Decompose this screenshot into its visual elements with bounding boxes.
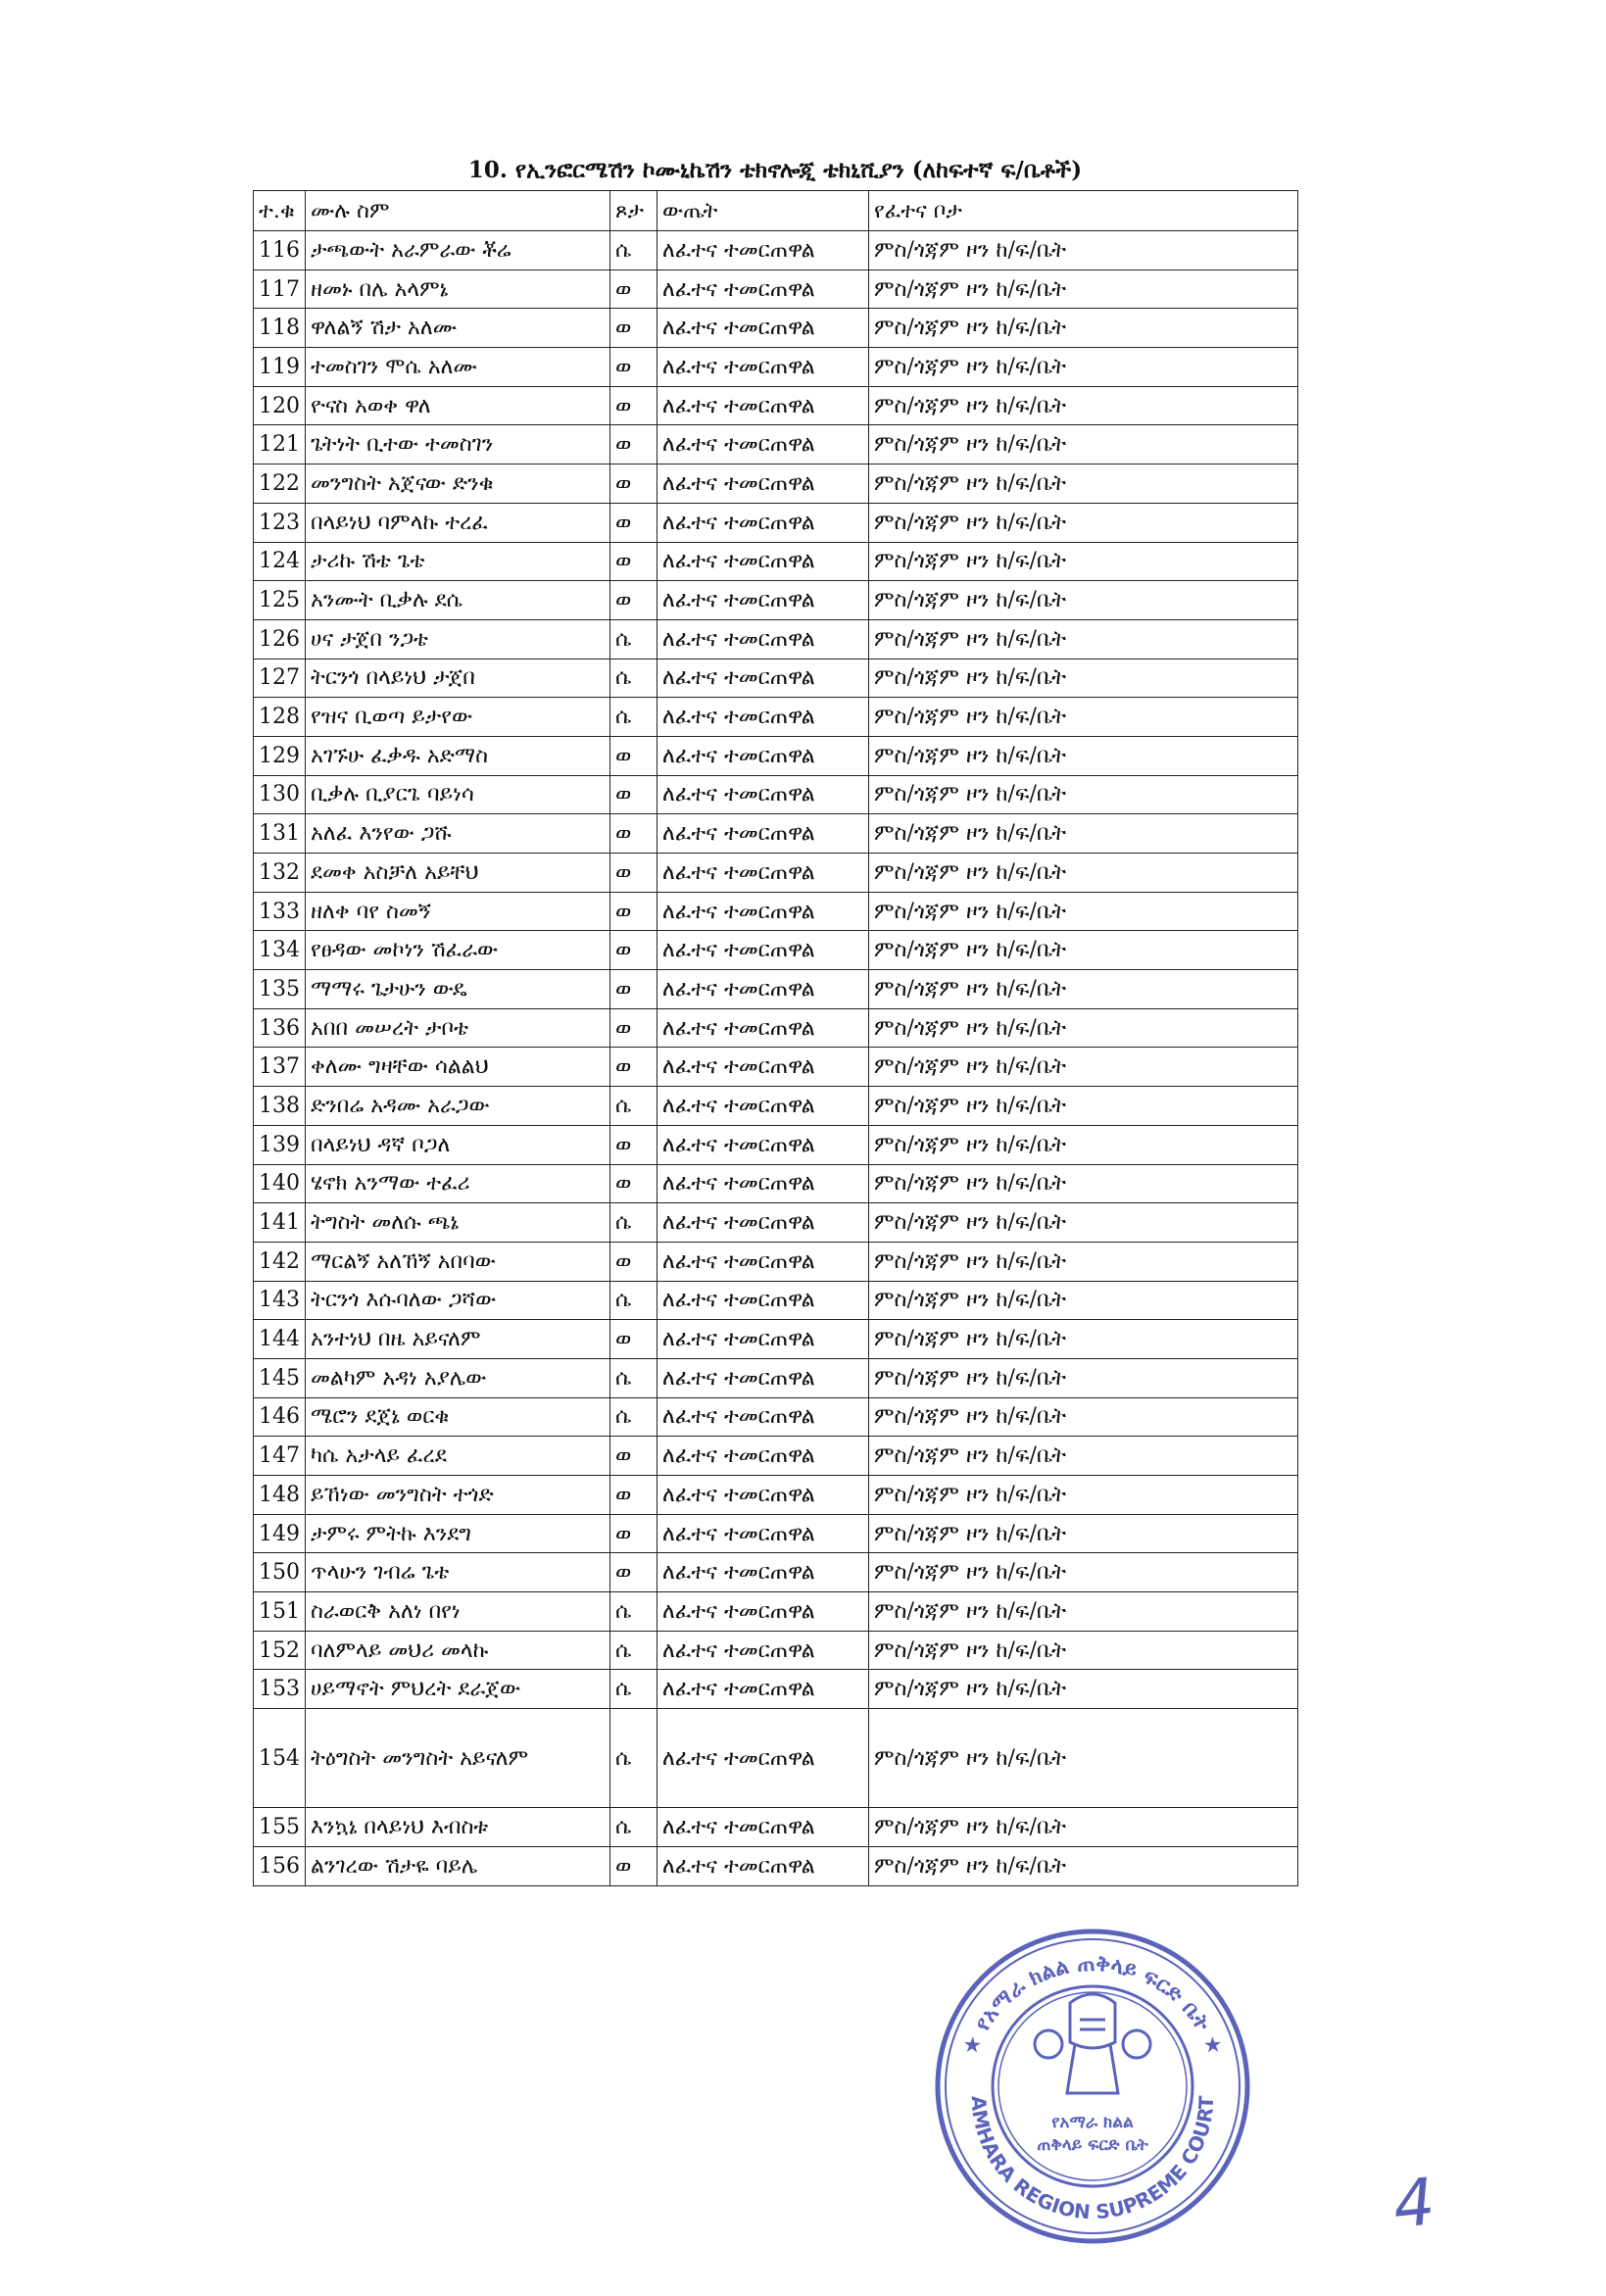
cell-sex: ወ (610, 386, 657, 425)
table-row (254, 1476, 1298, 1515)
cell-result: ለፈተና ተመርጠዋል (657, 814, 869, 854)
cell-full-name: ዮናስ አወቀ ዋለ (306, 386, 610, 425)
table-row (254, 1125, 1298, 1164)
cell-exam-place: ምስ/ጎጃም ዞን ከ/ፍ/ቤት (869, 1514, 1298, 1553)
cell-number: 123 (254, 503, 306, 542)
cell-number: 122 (254, 464, 306, 504)
cell-sex: ወ (610, 269, 657, 309)
cell-exam-place: ምስ/ጎጃም ዞን ከ/ፍ/ቤት (869, 464, 1298, 504)
cell-number: 146 (254, 1397, 306, 1437)
cell-result: ለፈተና ተመርጠዋል (657, 425, 869, 464)
cell-exam-place: ምስ/ጎጃም ዞን ከ/ፍ/ቤት (869, 1048, 1298, 1087)
cell-number: 156 (254, 1846, 306, 1885)
cell-number: 147 (254, 1437, 306, 1476)
table-row (254, 1553, 1298, 1592)
cell-exam-place: ምስ/ጎጃም ዞን ከ/ፍ/ቤት (869, 348, 1298, 387)
cell-exam-place: ምስ/ጎጃም ዞን ከ/ፍ/ቤት (869, 1670, 1298, 1709)
seal-outer-text-amharic: ★ የአማራ ክልል ጠቅላይ ፍርድ ቤት ★ (957, 1951, 1228, 2060)
cell-sex: ሴ (610, 1281, 657, 1320)
cell-number: 135 (254, 970, 306, 1009)
cell-number: 143 (254, 1281, 306, 1320)
table-row (254, 1670, 1298, 1709)
cell-number: 134 (254, 931, 306, 970)
cell-sex: ወ (610, 970, 657, 1009)
cell-exam-place: ምስ/ጎጃም ዞን ከ/ፍ/ቤት (869, 698, 1298, 737)
table-row (254, 892, 1298, 931)
cell-number: 119 (254, 348, 306, 387)
cell-result: ለፈተና ተመርጠዋል (657, 892, 869, 931)
cell-exam-place: ምስ/ጎጃም ዞን ከ/ፍ/ቤት (869, 1631, 1298, 1670)
cell-exam-place: ምስ/ጎጃም ዞን ከ/ፍ/ቤት (869, 1125, 1298, 1164)
cell-sex: ወ (610, 1125, 657, 1164)
candidate-table (253, 190, 1298, 1886)
document-title: 10. የኢንፎርሜሽን ኮሙኒኬሽን ቴክኖሎጂ ቴክኒሺያን (ለከፍተኛ ፍ/ቤቶች) (467, 157, 1083, 183)
cell-full-name: ትርንጎ በላይነህ ታጀበ (306, 659, 610, 698)
cell-sex: ሴ (610, 1203, 657, 1243)
cell-result: ለፈተና ተመርጠዋል (657, 736, 869, 775)
cell-sex: ወ (610, 1846, 657, 1885)
cell-sex: ወ (610, 1164, 657, 1203)
cell-exam-place: ምስ/ጎጃም ዞን ከ/ፍ/ቤት (869, 775, 1298, 814)
cell-exam-place: ምስ/ጎጃም ዞን ከ/ፍ/ቤት (869, 1203, 1298, 1243)
cell-exam-place: ምስ/ጎጃም ዞን ከ/ፍ/ቤት (869, 231, 1298, 270)
cell-result: ለፈተና ተመርጠዋል (657, 1048, 869, 1087)
cell-exam-place: ምስ/ጎጃም ዞን ከ/ፍ/ቤት (869, 1476, 1298, 1515)
table-row (254, 425, 1298, 464)
cell-full-name: ቢቃሉ ቢያርጌ ባይነሳ (306, 775, 610, 814)
cell-exam-place: ምስ/ጎጃም ዞን ከ/ፍ/ቤት (869, 659, 1298, 698)
cell-sex: ወ (610, 309, 657, 348)
cell-result: ለፈተና ተመርጠዋል (657, 581, 869, 620)
table-row (254, 1358, 1298, 1397)
cell-number: 133 (254, 892, 306, 931)
cell-number: 149 (254, 1514, 306, 1553)
table-row (254, 970, 1298, 1009)
cell-exam-place: ምስ/ጎጃም ዞን ከ/ፍ/ቤት (869, 1709, 1298, 1808)
table-row (254, 1281, 1298, 1320)
table-row (254, 309, 1298, 348)
cell-number: 154 (254, 1709, 306, 1808)
page-number: 4 (1389, 2164, 1438, 2243)
cell-result: ለፈተና ተመርጠዋል (657, 1670, 869, 1709)
cell-exam-place: ምስ/ጎጃም ዞን ከ/ፍ/ቤት (869, 619, 1298, 659)
cell-result: ለፈተና ተመርጠዋል (657, 1397, 869, 1437)
cell-result: ለፈተና ተመርጠዋል (657, 309, 869, 348)
cell-exam-place: ምስ/ጎጃም ዞን ከ/ፍ/ቤት (869, 1164, 1298, 1203)
table-row (254, 1592, 1298, 1632)
cell-sex: ወ (610, 1476, 657, 1515)
cell-sex: ወ (610, 854, 657, 893)
seal-outer-text-english: AMHARA REGION SUPREME COURT (966, 2095, 1219, 2224)
cell-number: 120 (254, 386, 306, 425)
table-row (254, 503, 1298, 542)
cell-full-name: እንኳኔ በላይነህ እብስቱ (306, 1808, 610, 1847)
cell-number: 126 (254, 619, 306, 659)
cell-result: ለፈተና ተመርጠዋል (657, 1125, 869, 1164)
table-row (254, 931, 1298, 970)
table-row (254, 619, 1298, 659)
header-full-name: ሙሉ ስም (306, 191, 610, 231)
cell-number: 136 (254, 1008, 306, 1048)
table-row (254, 386, 1298, 425)
cell-sex: ሴ (610, 1358, 657, 1397)
cell-number: 153 (254, 1670, 306, 1709)
cell-result: ለፈተና ተመርጠዋል (657, 1808, 869, 1847)
table-body (254, 231, 1298, 1886)
cell-full-name: ትግስት መለሱ ጫኔ (306, 1203, 610, 1243)
cell-result: ለፈተና ተመርጠዋል (657, 619, 869, 659)
cell-sex: ሴ (610, 619, 657, 659)
cell-number: 129 (254, 736, 306, 775)
header-sex: ጾታ (610, 191, 657, 231)
cell-result: ለፈተና ተመርጠዋል (657, 1281, 869, 1320)
cell-number: 127 (254, 659, 306, 698)
cell-number: 117 (254, 269, 306, 309)
cell-number: 121 (254, 425, 306, 464)
cell-exam-place: ምስ/ጎጃም ዞን ከ/ፍ/ቤት (869, 581, 1298, 620)
cell-full-name: ቀለሙ ግዛቸው ሳልልህ (306, 1048, 610, 1087)
table-row (254, 1808, 1298, 1847)
cell-number: 144 (254, 1320, 306, 1359)
cell-full-name: ስራወርቅ አለነ በየነ (306, 1592, 610, 1632)
cell-number: 131 (254, 814, 306, 854)
cell-full-name: ትርንጎ እሱባለው ጋሻው (306, 1281, 610, 1320)
cell-sex: ወ (610, 892, 657, 931)
cell-sex: ወ (610, 1553, 657, 1592)
cell-result: ለፈተና ተመርጠዋል (657, 1242, 869, 1281)
cell-sex: ወ (610, 736, 657, 775)
table-row (254, 1709, 1298, 1808)
cell-result: ለፈተና ተመርጠዋል (657, 1358, 869, 1397)
cell-result: ለፈተና ተመርጠዋል (657, 1087, 869, 1126)
cell-result: ለፈተና ተመርጠዋል (657, 698, 869, 737)
cell-full-name: አንሙት ቢቃሉ ደሴ (306, 581, 610, 620)
cell-exam-place: ምስ/ጎጃም ዞን ከ/ፍ/ቤት (869, 542, 1298, 581)
cell-result: ለፈተና ተመርጠዋል (657, 542, 869, 581)
table-row (254, 698, 1298, 737)
cell-sex: ወ (610, 775, 657, 814)
table-row (254, 1203, 1298, 1243)
supreme-court-seal (933, 1927, 1252, 2246)
table-row (254, 775, 1298, 814)
cell-result: ለፈተና ተመርጠዋል (657, 269, 869, 309)
cell-exam-place: ምስ/ጎጃም ዞን ከ/ፍ/ቤት (869, 386, 1298, 425)
cell-number: 155 (254, 1808, 306, 1847)
header-number: ተ.ቁ (254, 191, 306, 231)
cell-full-name: ልንገረው ሽታዬ ባይሌ (306, 1846, 610, 1885)
cell-full-name: ተመስገን ሞሴ አለሙ (306, 348, 610, 387)
cell-result: ለፈተና ተመርጠዋል (657, 931, 869, 970)
cell-result: ለፈተና ተመርጠዋል (657, 503, 869, 542)
cell-exam-place: ምስ/ጎጃም ዞን ከ/ፍ/ቤት (869, 425, 1298, 464)
table-row (254, 659, 1298, 698)
cell-full-name: ትዕግስት መንግስት አይናለም (306, 1709, 610, 1808)
cell-full-name: ጥላሁን ገብሬ ጌቴ (306, 1553, 610, 1592)
seated-figures-emblem-icon (1035, 1994, 1150, 2093)
cell-exam-place: ምስ/ጎጃም ዞን ከ/ፍ/ቤት (869, 1087, 1298, 1126)
cell-result: ለፈተና ተመርጠዋል (657, 854, 869, 893)
cell-result: ለፈተና ተመርጠዋል (657, 1008, 869, 1048)
cell-exam-place: ምስ/ጎጃም ዞን ከ/ፍ/ቤት (869, 1008, 1298, 1048)
cell-exam-place: ምስ/ጎጃም ዞን ከ/ፍ/ቤት (869, 1358, 1298, 1397)
cell-number: 145 (254, 1358, 306, 1397)
table-row (254, 464, 1298, 504)
seal-inner-text-line2: ጠቅላይ ፍርድ ቤት (1037, 2135, 1148, 2155)
cell-sex: ወ (610, 581, 657, 620)
cell-result: ለፈተና ተመርጠዋል (657, 1514, 869, 1553)
cell-number: 130 (254, 775, 306, 814)
cell-number: 150 (254, 1553, 306, 1592)
cell-full-name: ጌትነት ቢተው ተመስገን (306, 425, 610, 464)
cell-sex: ሴ (610, 659, 657, 698)
cell-exam-place: ምስ/ጎጃም ዞን ከ/ፍ/ቤት (869, 269, 1298, 309)
cell-sex: ወ (610, 1437, 657, 1476)
cell-result: ለፈተና ተመርጠዋል (657, 1203, 869, 1243)
cell-number: 142 (254, 1242, 306, 1281)
cell-result: ለፈተና ተመርጠዋል (657, 1320, 869, 1359)
table-header-row (254, 191, 1298, 231)
cell-exam-place: ምስ/ጎጃም ዞን ከ/ፍ/ቤት (869, 503, 1298, 542)
cell-exam-place: ምስ/ጎጃም ዞን ከ/ፍ/ቤት (869, 814, 1298, 854)
cell-result: ለፈተና ተመርጠዋል (657, 1592, 869, 1632)
cell-result: ለፈተና ተመርጠዋል (657, 348, 869, 387)
cell-sex: ሴ (610, 698, 657, 737)
cell-full-name: መልካም አዳነ አያሌው (306, 1358, 610, 1397)
cell-full-name: ማማሩ ጌታሁን ውዴ (306, 970, 610, 1009)
cell-number: 132 (254, 854, 306, 893)
cell-result: ለፈተና ተመርጠዋል (657, 1164, 869, 1203)
table-row (254, 736, 1298, 775)
cell-sex: ሴ (610, 1631, 657, 1670)
cell-sex: ወ (610, 1008, 657, 1048)
table-row (254, 1242, 1298, 1281)
cell-full-name: ይኸነው መንግስት ተጎድ (306, 1476, 610, 1515)
table-row (254, 1397, 1298, 1437)
cell-full-name: በላይነህ ዳኛ ቦጋለ (306, 1125, 610, 1164)
cell-result: ለፈተና ተመርጠዋል (657, 970, 869, 1009)
cell-full-name: ካሴ አታላይ ፈረደ (306, 1437, 610, 1476)
cell-result: ለፈተና ተመርጠዋል (657, 1631, 869, 1670)
table-row (254, 1164, 1298, 1203)
cell-sex: ወ (610, 348, 657, 387)
cell-result: ለፈተና ተመርጠዋል (657, 775, 869, 814)
table-row (254, 1008, 1298, 1048)
cell-number: 125 (254, 581, 306, 620)
cell-exam-place: ምስ/ጎጃም ዞን ከ/ፍ/ቤት (869, 892, 1298, 931)
table-row (254, 1437, 1298, 1476)
cell-sex: ሴ (610, 1087, 657, 1126)
cell-exam-place: ምስ/ጎጃም ዞን ከ/ፍ/ቤት (869, 1281, 1298, 1320)
cell-exam-place: ምስ/ጎጃም ዞን ከ/ፍ/ቤት (869, 1320, 1298, 1359)
cell-full-name: ድንበሬ አዳሙ አራጋው (306, 1087, 610, 1126)
cell-result: ለፈተና ተመርጠዋል (657, 464, 869, 504)
table-row (254, 814, 1298, 854)
cell-number: 124 (254, 542, 306, 581)
cell-number: 148 (254, 1476, 306, 1515)
cell-sex: ወ (610, 503, 657, 542)
table-row (254, 1087, 1298, 1126)
cell-exam-place: ምስ/ጎጃም ዞን ከ/ፍ/ቤት (869, 1397, 1298, 1437)
cell-full-name: የፀዳው መኮነን ሽፈራው (306, 931, 610, 970)
table-row (254, 581, 1298, 620)
table-row (254, 1048, 1298, 1087)
cell-full-name: ሜሮን ደጀኔ ወርቁ (306, 1397, 610, 1437)
table-row (254, 854, 1298, 893)
cell-full-name: አበበ መሠረት ታቦቴ (306, 1008, 610, 1048)
cell-sex: ወ (610, 1514, 657, 1553)
table-row (254, 1846, 1298, 1885)
cell-full-name: ሄኖክ አንማው ተፈሪ (306, 1164, 610, 1203)
cell-result: ለፈተና ተመርጠዋል (657, 1476, 869, 1515)
cell-sex: ወ (610, 1048, 657, 1087)
cell-exam-place: ምስ/ጎጃም ዞን ከ/ፍ/ቤት (869, 1808, 1298, 1847)
cell-full-name: ዘለቀ ባየ ስመኝ (306, 892, 610, 931)
cell-sex: ወ (610, 542, 657, 581)
cell-exam-place: ምስ/ጎጃም ዞን ከ/ፍ/ቤት (869, 309, 1298, 348)
table-row (254, 348, 1298, 387)
cell-full-name: አለፈ እንየው ጋሹ (306, 814, 610, 854)
cell-result: ለፈተና ተመርጠዋል (657, 1709, 869, 1808)
cell-full-name: የዝና ቢወጣ ይታየው (306, 698, 610, 737)
cell-exam-place: ምስ/ጎጃም ዞን ከ/ፍ/ቤት (869, 1242, 1298, 1281)
cell-sex: ወ (610, 814, 657, 854)
cell-exam-place: ምስ/ጎጃም ዞን ከ/ፍ/ቤት (869, 970, 1298, 1009)
cell-result: ለፈተና ተመርጠዋል (657, 231, 869, 270)
table-row (254, 1320, 1298, 1359)
cell-full-name: ባለምላይ መህሪ መላኩ (306, 1631, 610, 1670)
cell-exam-place: ምስ/ጎጃም ዞን ከ/ፍ/ቤት (869, 1553, 1298, 1592)
cell-number: 152 (254, 1631, 306, 1670)
cell-exam-place: ምስ/ጎጃም ዞን ከ/ፍ/ቤት (869, 736, 1298, 775)
cell-full-name: በላይነህ ባምላኩ ተረፈ (306, 503, 610, 542)
cell-result: ለፈተና ተመርጠዋል (657, 659, 869, 698)
cell-sex: ሴ (610, 1592, 657, 1632)
cell-full-name: መንግስት አጀናው ድንቁ (306, 464, 610, 504)
cell-number: 139 (254, 1125, 306, 1164)
cell-number: 128 (254, 698, 306, 737)
table-row (254, 231, 1298, 270)
cell-sex: ሴ (610, 1397, 657, 1437)
cell-number: 138 (254, 1087, 306, 1126)
cell-full-name: ታምሩ ምትኩ እንደግ (306, 1514, 610, 1553)
cell-exam-place: ምስ/ጎጃም ዞን ከ/ፍ/ቤት (869, 1846, 1298, 1885)
cell-result: ለፈተና ተመርጠዋል (657, 1846, 869, 1885)
table-row (254, 1514, 1298, 1553)
cell-sex: ሴ (610, 231, 657, 270)
cell-full-name: ሀና ታጀበ ንጋቴ (306, 619, 610, 659)
cell-sex: ወ (610, 1242, 657, 1281)
cell-exam-place: ምስ/ጎጃም ዞን ከ/ፍ/ቤት (869, 854, 1298, 893)
header-exam-place: የፈተና ቦታ (869, 191, 1298, 231)
header-result: ውጤት (657, 191, 869, 231)
cell-number: 141 (254, 1203, 306, 1243)
cell-exam-place: ምስ/ጎጃም ዞን ከ/ፍ/ቤት (869, 931, 1298, 970)
cell-full-name: አንተነህ በዜ አይናለም (306, 1320, 610, 1359)
cell-full-name: ዋለልኝ ሽታ አለሙ (306, 309, 610, 348)
table-row (254, 1631, 1298, 1670)
cell-sex: ወ (610, 1320, 657, 1359)
cell-number: 140 (254, 1164, 306, 1203)
cell-exam-place: ምስ/ጎጃም ዞን ከ/ፍ/ቤት (869, 1592, 1298, 1632)
cell-full-name: ሀይማኖት ምህረት ደራጀው (306, 1670, 610, 1709)
cell-number: 116 (254, 231, 306, 270)
cell-sex: ሴ (610, 1808, 657, 1847)
cell-sex: ሴ (610, 1709, 657, 1808)
cell-sex: ወ (610, 464, 657, 504)
cell-result: ለፈተና ተመርጠዋል (657, 1437, 869, 1476)
cell-sex: ሴ (610, 1670, 657, 1709)
cell-number: 118 (254, 309, 306, 348)
cell-full-name: ዘመኑ በሌ አላምኔ (306, 269, 610, 309)
cell-full-name: አገኙሁ ፈቃዱ አድማስ (306, 736, 610, 775)
cell-full-name: ታጫውት አራምራው ቾሬ (306, 231, 610, 270)
cell-number: 137 (254, 1048, 306, 1087)
cell-exam-place: ምስ/ጎጃም ዞን ከ/ፍ/ቤት (869, 1437, 1298, 1476)
cell-number: 151 (254, 1592, 306, 1632)
cell-full-name: ደመቀ አስቻለ አይቸህ (306, 854, 610, 893)
cell-full-name: ማርልኝ አለኸኝ አበባው (306, 1242, 610, 1281)
cell-result: ለፈተና ተመርጠዋል (657, 386, 869, 425)
cell-full-name: ታሪኩ ሽቴ ጌቴ (306, 542, 610, 581)
cell-sex: ወ (610, 425, 657, 464)
table-row (254, 269, 1298, 309)
table-row (254, 542, 1298, 581)
cell-result: ለፈተና ተመርጠዋል (657, 1553, 869, 1592)
cell-sex: ወ (610, 931, 657, 970)
seal-inner-text-line1: የአማራ ክልል (1051, 2113, 1134, 2132)
